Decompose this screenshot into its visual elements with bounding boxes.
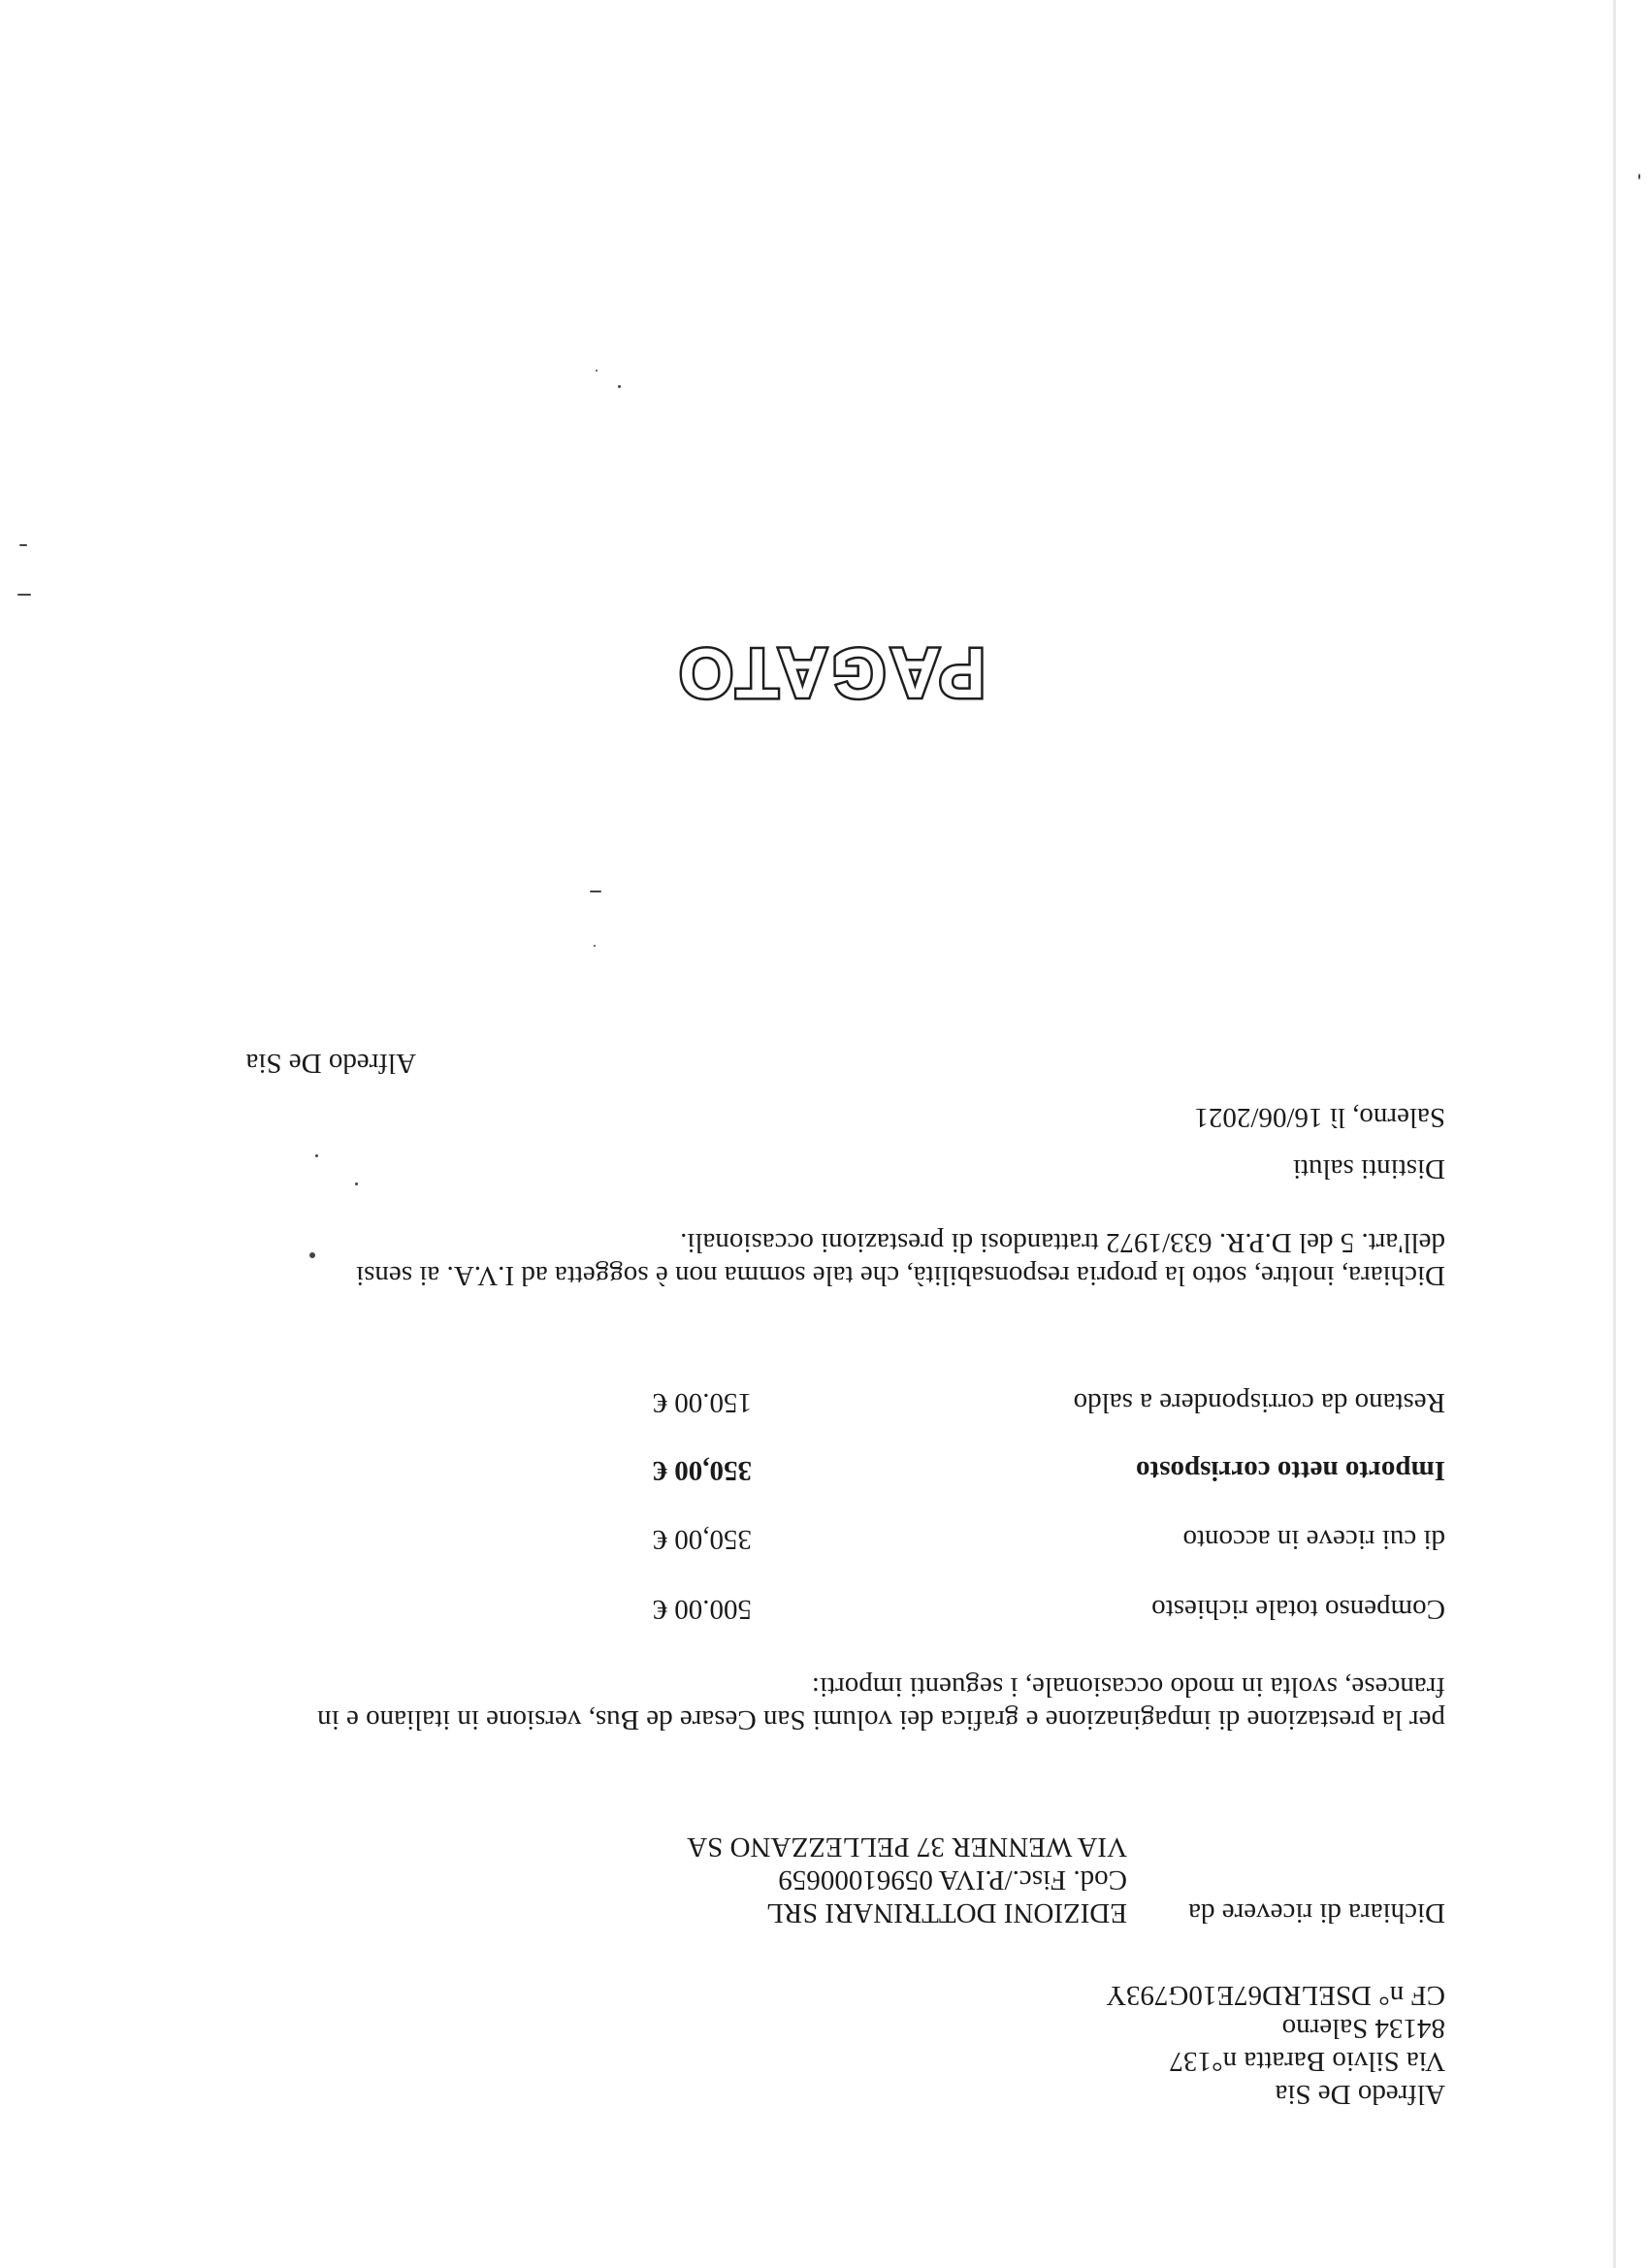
sender-tax-code: CF n° DSELRD67E10G793Y <box>1106 1980 1445 2011</box>
amount-label-total: Compenso totale richiesto <box>1151 1594 1445 1625</box>
scan-speck <box>590 891 601 892</box>
amount-label-net-paid: Importo netto corrisposto <box>1136 1455 1445 1486</box>
sender-city: 84134 Salerno <box>1281 2013 1445 2044</box>
receive-from-label: Dichiara di ricevere da <box>1188 1897 1445 1928</box>
sender-address: Via Silvio Baratta n°137 <box>1169 2046 1445 2077</box>
amount-value-net-paid: 350,00 € <box>653 1455 752 1486</box>
service-description-line1: per la prestazione di impaginazione e grafica dei volumi San Cesare de Bus, versione in italiano e in <box>317 1704 1445 1735</box>
sender-name: Alfredo De Sia <box>1275 2079 1445 2110</box>
scan-speck <box>596 370 598 372</box>
service-description-line2: francese, svolta in modo occasionale, i seguenti importi: <box>811 1671 1445 1702</box>
scan-speck <box>309 1252 315 1258</box>
scan-edge-shadow <box>1613 0 1616 2268</box>
amount-value-balance: 150.00 € <box>653 1387 752 1418</box>
recipient-name: EDIZIONI DOTTRINARI SRL <box>765 1897 1127 1928</box>
scan-speck <box>618 385 621 388</box>
scan-speck <box>355 1183 358 1185</box>
scan-speck <box>1638 174 1640 179</box>
scan-speck <box>594 945 596 947</box>
amount-value-advance: 350,00 € <box>653 1524 752 1555</box>
recipient-tax-code: Cod. Fisc./P.IVA 05961000659 <box>778 1864 1127 1895</box>
paid-stamp: PAGATO <box>674 633 986 711</box>
amount-label-balance: Restano da corrispondere a saldo <box>1073 1387 1445 1418</box>
signature-name: Alfredo De Sia <box>245 1048 416 1079</box>
scan-speck <box>19 544 27 546</box>
vat-declaration-line2: dell'art. 5 del D.P.R. 633/1972 trattandosi di prestazioni occasionali. <box>680 1227 1445 1258</box>
place-and-date: Salerno, lì 16/06/2021 <box>1194 1102 1445 1133</box>
scan-speck <box>315 1154 318 1157</box>
vat-declaration-line1: Dichiara, inoltre, sotto la propria responsabilità, che tale somma non è soggetta ad I.V.A. ai sensi <box>356 1260 1445 1291</box>
closing-salutation: Distinti saluti <box>1292 1153 1445 1184</box>
amount-value-total: 500.00 € <box>653 1594 752 1625</box>
scan-speck <box>17 594 31 596</box>
recipient-address: VIA WENNER 37 PELLEZZANO SA <box>687 1831 1127 1863</box>
amount-label-advance: di cui riceve in acconto <box>1182 1524 1445 1555</box>
